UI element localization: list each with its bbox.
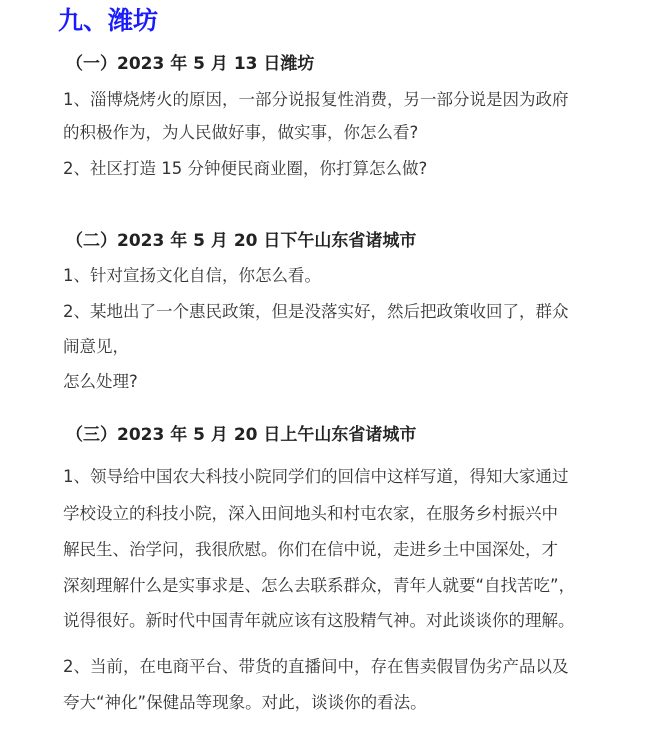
question-line: 2、社区打造 15 分钟便民商业圈，你打算怎么做? (63, 159, 428, 178)
section-heading: 九、潍坊 (58, 6, 159, 35)
question-line: 2、当前，在电商平台、带货的直播间中，存在售卖假冒伪劣产品以及 (63, 657, 569, 676)
question-line: 1、淄博烧烤火的原因，一部分说报复性消费，另一部分说是因为政府 (63, 90, 569, 109)
question-line: 学校设立的科技小院，深入田间地头和村屯农家，在服务乡村振兴中 (63, 504, 558, 523)
subsection-title-1: （一）2023 年 5 月 13 日潍坊 (66, 54, 315, 74)
subsection-title-2: （二）2023 年 5 月 20 日下午山东省诸城市 (66, 231, 417, 251)
question-line: 闹意见， (63, 337, 129, 356)
question-line: 深刻理解什么是实事求是、怎么去联系群众，青年人就要“自找苦吃”， (63, 576, 576, 595)
question-line: 的积极作为，为人民做好事，做实事，你怎么看? (63, 123, 419, 142)
question-line: 说得很好。新时代中国青年就应该有这股精气神。对此谈谈你的理解。 (63, 611, 575, 630)
question-line: 怎么处理? (63, 372, 138, 391)
question-line: 1、领导给中国农大科技小院同学们的回信中这样写道，得知大家通过 (63, 467, 569, 486)
question-line: 2、某地出了一个惠民政策，但是没落实好，然后把政策收回了，群众 (63, 302, 569, 321)
question-line: 夸大“神化”保健品等现象。对此，谈谈你的看法。 (63, 693, 427, 712)
question-line: 解民生、治学问，我很欣慰。你们在信中说，走进乡土中国深处，才 (63, 540, 558, 559)
question-line: 1、针对宣扬文化自信，你怎么看。 (63, 266, 321, 285)
subsection-title-3: （三）2023 年 5 月 20 日上午山东省诸城市 (66, 425, 417, 445)
